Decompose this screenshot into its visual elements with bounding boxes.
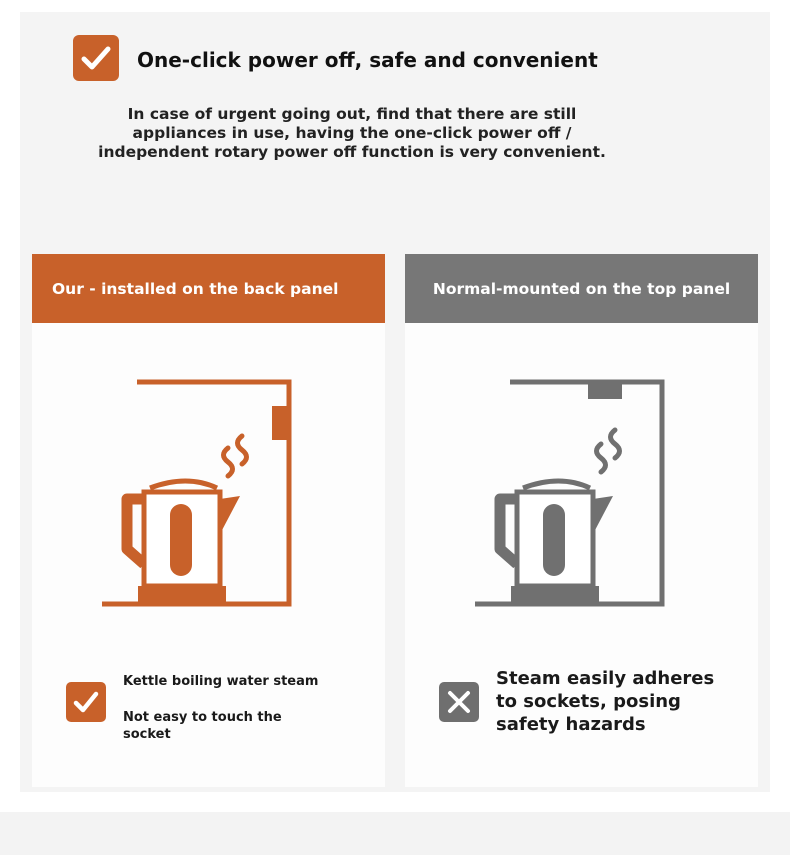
socket-icon: [272, 406, 289, 440]
kettle-top-panel-illustration: [465, 364, 705, 624]
card-heading: Normal-mounted on the top panel: [405, 254, 758, 323]
check-icon: [66, 682, 106, 722]
benefit-text-socket-line1: Not easy to touch the: [123, 710, 282, 725]
benefit-text-steam: Kettle boiling water steam: [123, 674, 319, 689]
page-title: One-click power off, safe and convenient: [137, 48, 598, 72]
socket-icon: [588, 382, 622, 399]
check-icon: [73, 35, 119, 81]
risk-text-line2: to sockets, posing: [496, 691, 681, 712]
risk-text-line1: Steam easily adheres: [496, 668, 715, 689]
kettle-back-panel-illustration: [92, 364, 332, 624]
benefit-text-socket-line2: socket: [123, 727, 171, 742]
risk-text-line3: safety hazards: [496, 714, 646, 735]
card-back-panel: [32, 254, 385, 787]
card-top-panel: [405, 254, 758, 787]
card-heading: Our - installed on the back panel: [32, 254, 385, 323]
risk-text: [496, 667, 736, 736]
cross-icon: [439, 682, 479, 722]
bottom-band: [0, 812, 790, 855]
page-description: In case of urgent going out, find that there are still appliances in use, having the one-click power off / independent rotary power off function is very convenient.: [98, 105, 606, 161]
